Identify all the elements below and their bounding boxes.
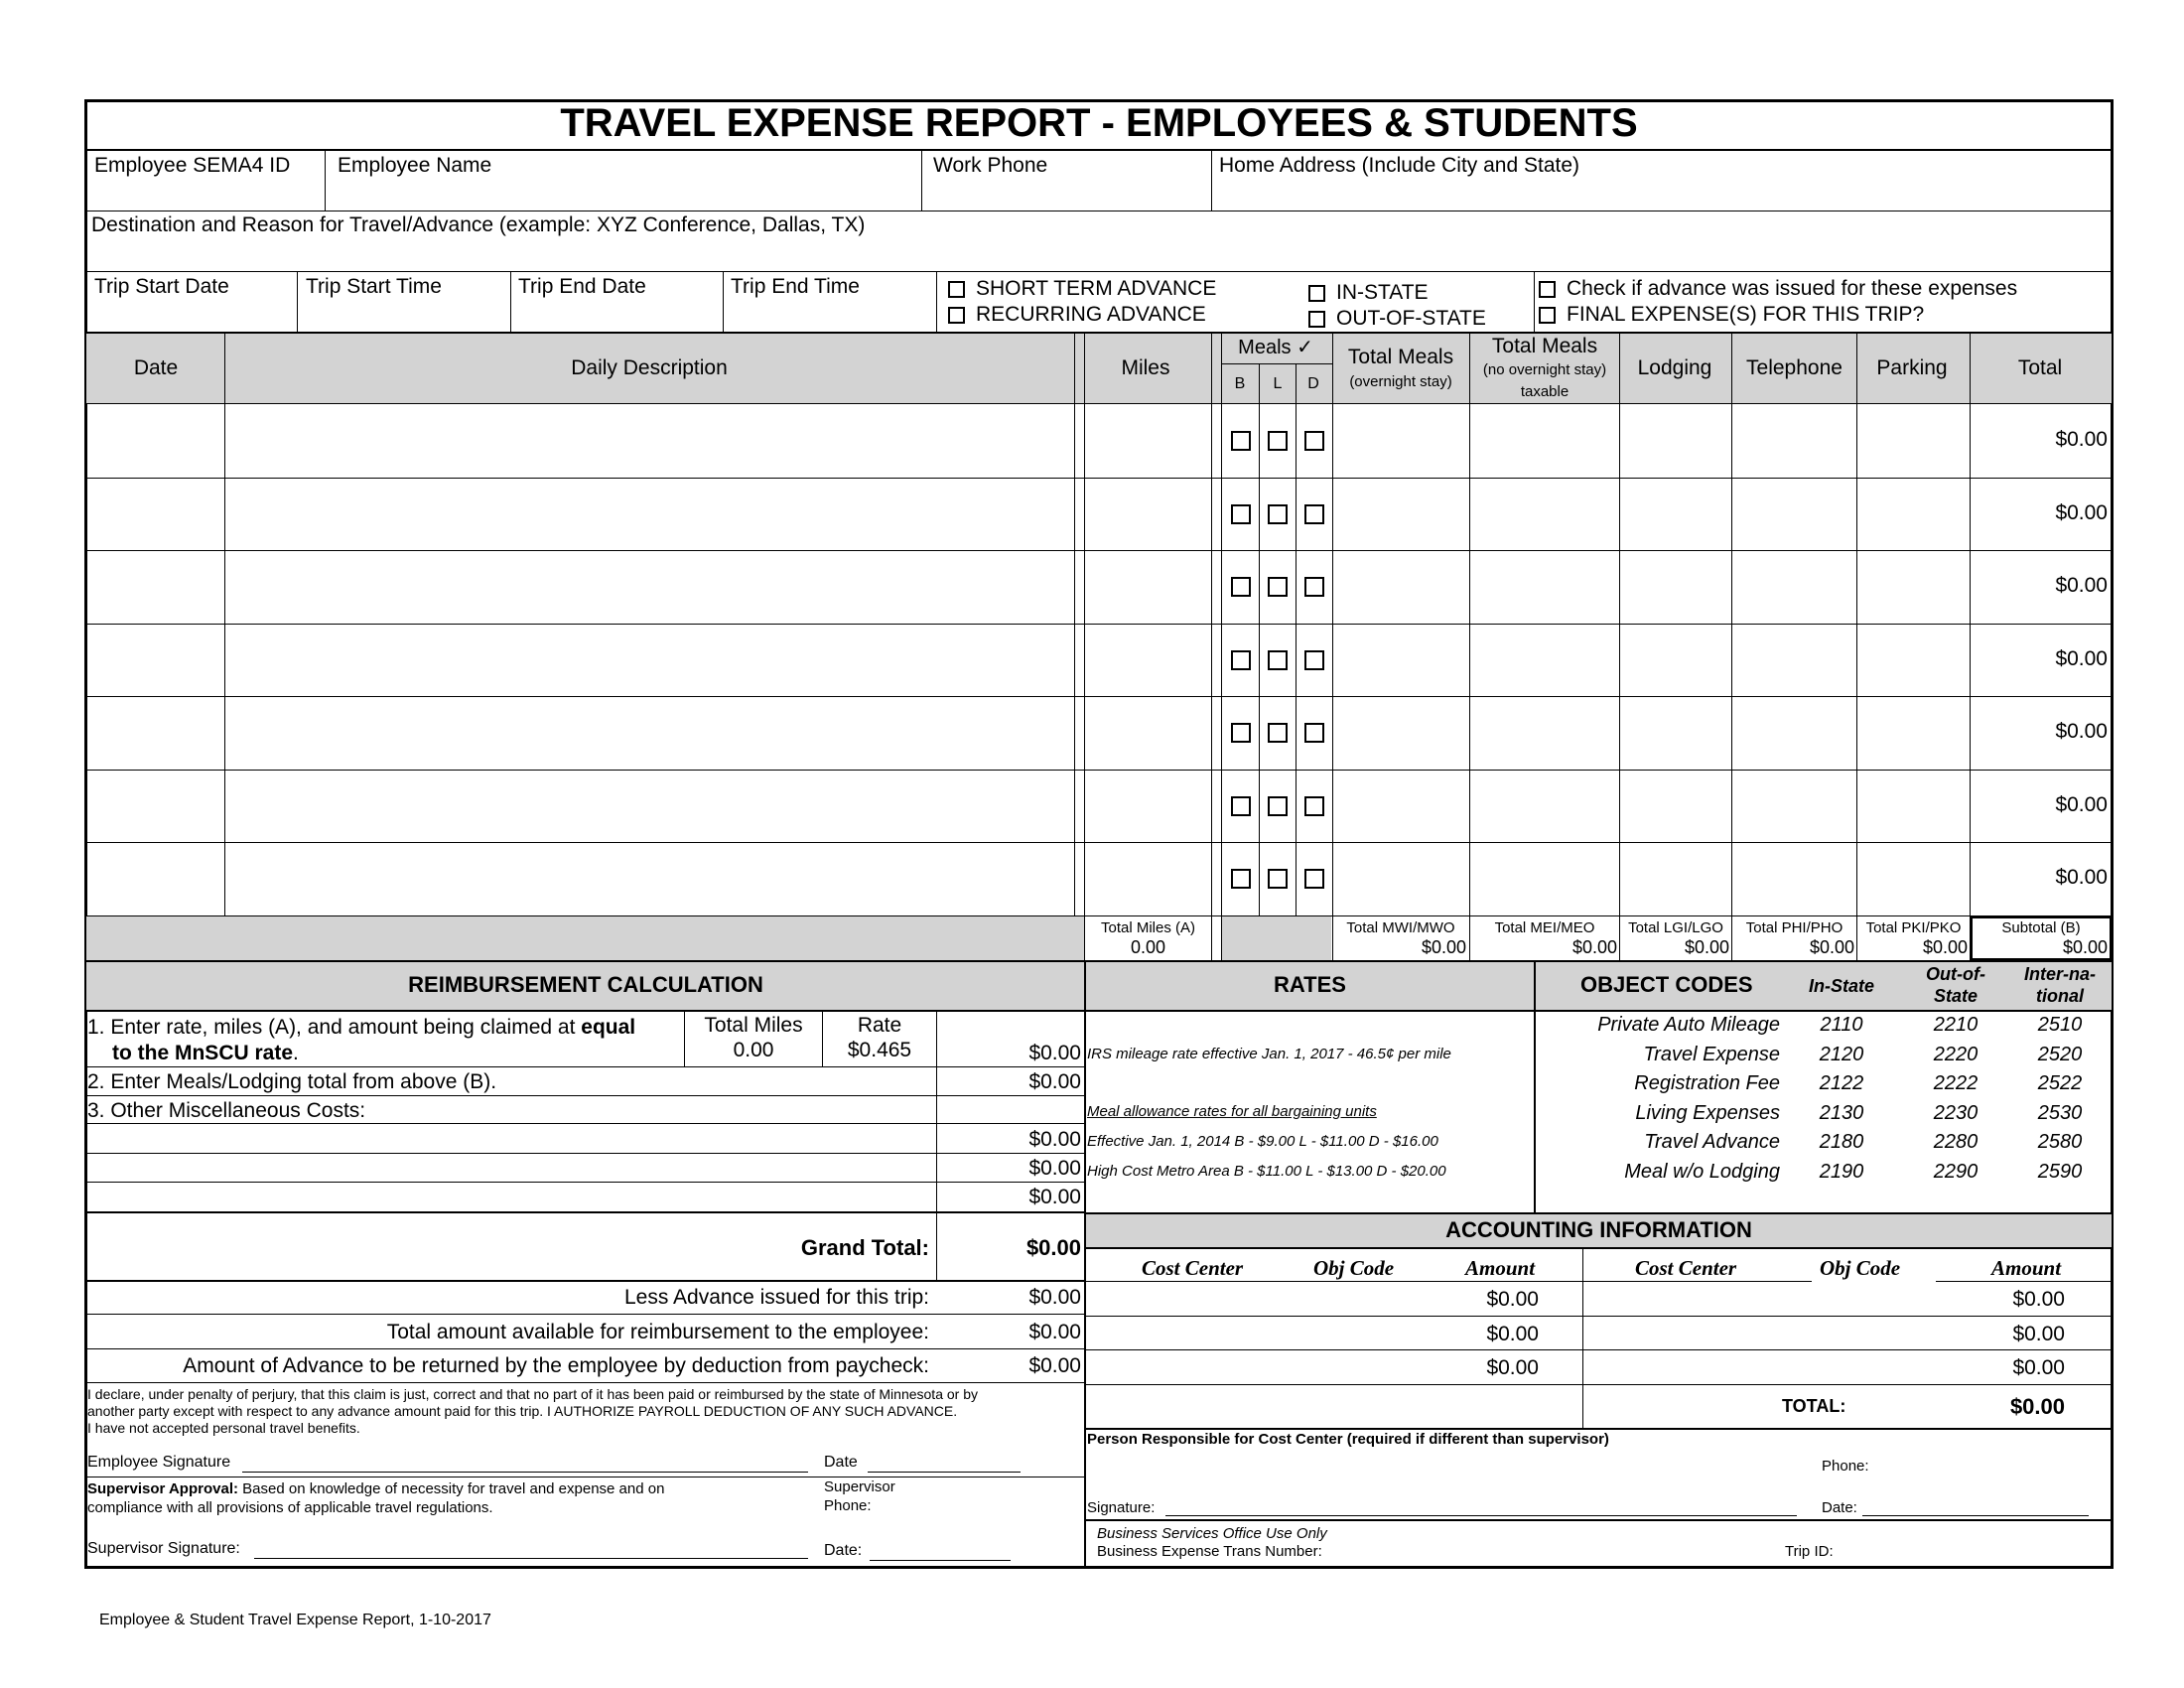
breakfast-checkbox[interactable] <box>1231 796 1251 816</box>
col-taxable: taxable <box>1520 383 1570 400</box>
trip-start-date-field[interactable]: Trip Start Date <box>94 275 229 298</box>
divider <box>86 478 2112 479</box>
employee-date-line[interactable] <box>868 1472 1021 1473</box>
supervisor-signature-label: Supervisor Signature: <box>87 1540 240 1557</box>
row-total: $0.00 <box>2055 866 2108 889</box>
grand-total-value: $0.00 <box>1025 1235 1081 1260</box>
breakfast-checkbox[interactable] <box>1231 869 1251 889</box>
object-code-international: 2522 <box>2037 1072 2083 1094</box>
reimb-line2: 2. Enter Meals/Lodging total from above (B). <box>87 1070 497 1093</box>
misc-amount-1: $0.00 <box>1028 1128 1081 1151</box>
lunch-checkbox[interactable] <box>1268 869 1288 889</box>
divider <box>86 149 2112 151</box>
total-phi-value: $0.00 <box>1809 937 1854 957</box>
total-lgi-value: $0.00 <box>1684 937 1729 957</box>
divider <box>86 1348 1085 1349</box>
object-code-name: Living Expenses <box>1635 1101 1780 1124</box>
divider <box>86 1066 1085 1067</box>
divider <box>86 271 2112 272</box>
trip-end-date-field[interactable]: Trip End Date <box>518 275 646 298</box>
out-of-state-label: OUT-OF-STATE <box>1336 307 1486 330</box>
object-code-international: 2580 <box>2037 1131 2083 1153</box>
lunch-checkbox[interactable] <box>1268 650 1288 670</box>
dinner-checkbox[interactable] <box>1304 504 1324 524</box>
returned-value: $0.00 <box>1028 1354 1081 1377</box>
divider <box>1936 1281 2112 1282</box>
divider <box>723 272 724 332</box>
rate-value[interactable]: $0.465 <box>847 1039 912 1061</box>
row-total: $0.00 <box>2055 428 2108 451</box>
employee-signature-line[interactable] <box>242 1472 808 1473</box>
acct-obj-code-left: Obj Code <box>1313 1256 1395 1280</box>
divider <box>1086 1316 2112 1317</box>
supervisor-phone-label: Phone: <box>824 1497 872 1514</box>
out-of-state-checkbox[interactable] <box>1308 311 1325 328</box>
table-row[interactable] <box>86 550 2112 624</box>
meal-rates-effective: Effective Jan. 1, 2014 B - $9.00 L - $11.00 D - $16.00 <box>1087 1133 1438 1150</box>
trip-end-time-field[interactable]: Trip End Time <box>731 275 860 298</box>
short-term-advance-label: SHORT TERM ADVANCE <box>976 277 1217 300</box>
supervisor-date-line[interactable] <box>870 1560 1011 1561</box>
object-code-name: Travel Advance <box>1644 1131 1780 1153</box>
person-phone-label: Phone: <box>1822 1458 1869 1475</box>
subtotal-value: $0.00 <box>2062 937 2108 957</box>
acct-cost-center-left: Cost Center <box>1142 1256 1244 1280</box>
table-row[interactable] <box>86 404 2112 478</box>
dinner-checkbox[interactable] <box>1304 796 1324 816</box>
total-pki-value: $0.00 <box>1922 937 1968 957</box>
divider <box>1582 1248 1583 1428</box>
object-code-international: 2510 <box>2037 1014 2083 1036</box>
divider <box>86 550 2112 551</box>
object-code-international: 2530 <box>2037 1101 2083 1124</box>
mileage-amount: $0.00 <box>1028 1042 1081 1064</box>
reimb-line3: 3. Other Miscellaneous Costs: <box>87 1099 366 1122</box>
object-code-name: Private Auto Mileage <box>1597 1014 1780 1036</box>
divider <box>1086 1010 1534 1012</box>
acct-left-amount-1[interactable]: $0.00 <box>1486 1288 1539 1311</box>
bet-number-label: Business Expense Trans Number: <box>1097 1543 1322 1560</box>
misc-amount-3: $0.00 <box>1028 1186 1081 1208</box>
divider <box>325 150 326 211</box>
person-date-line[interactable] <box>1862 1515 2089 1516</box>
person-responsible-label: Person Responsible for Cost Center (required if different than supervisor) <box>1087 1431 1609 1448</box>
meal-rates-high-cost: High Cost Metro Area B - $11.00 L - $13.00 D - $20.00 <box>1087 1163 1446 1180</box>
supervisor-date-label: Date: <box>824 1542 863 1559</box>
reimb-line1: 1. Enter rate, miles (A), and amount being claimed at equal <box>87 1016 636 1039</box>
divider <box>86 1280 1085 1282</box>
divider <box>921 150 922 211</box>
trip-id-label: Trip ID: <box>1785 1543 1834 1560</box>
divider <box>1086 1247 2112 1249</box>
recurring-advance-checkbox[interactable] <box>948 307 965 324</box>
total-mei-value: $0.00 <box>1571 937 1617 957</box>
acct-total-label: TOTAL: <box>1782 1396 1846 1416</box>
total-miles-label: Total Miles (A) <box>1100 919 1196 936</box>
supervisor-label: Supervisor <box>824 1478 895 1495</box>
object-code-out-of-state: 2222 <box>1933 1072 1979 1094</box>
reimb-line1-cont: to the MnSCU rate. <box>112 1042 299 1064</box>
table-row[interactable] <box>86 770 2112 843</box>
total-mei-label: Total MEI/MEO <box>1494 919 1595 936</box>
lunch-checkbox[interactable] <box>1268 796 1288 816</box>
divider <box>510 272 511 332</box>
object-code-name: Travel Expense <box>1643 1043 1780 1065</box>
divider <box>1583 1281 1812 1282</box>
divider <box>86 1314 1085 1315</box>
total-pki-label: Total PKI/PKO <box>1865 919 1962 936</box>
footer-text: Employee & Student Travel Expense Report, 1-10-2017 <box>99 1612 491 1628</box>
misc-amount-2: $0.00 <box>1028 1157 1081 1180</box>
divider <box>1534 272 1535 332</box>
row-total: $0.00 <box>2055 720 2108 743</box>
table-row[interactable] <box>86 478 2112 551</box>
total-mwi-value: $0.00 <box>1421 937 1466 957</box>
final-expense-label: FINAL EXPENSE(S) FOR THIS TRIP? <box>1567 303 1925 326</box>
subtotal-label: Subtotal (B) <box>2001 919 2081 936</box>
divider <box>1536 1010 2112 1012</box>
sema4-field[interactable]: Employee SEMA4 ID <box>94 154 291 177</box>
divider <box>1221 363 1332 364</box>
total-miles-value: 0.00 <box>1130 937 1166 957</box>
table-row[interactable] <box>86 696 2112 770</box>
object-code-out-of-state: 2280 <box>1933 1131 1979 1153</box>
employee-date-label: Date <box>824 1454 858 1471</box>
col-total-meals-taxable: Total Meals <box>1491 335 1598 357</box>
row-total: $0.00 <box>2055 574 2108 597</box>
supervisor-approval: Supervisor Approval: Based on knowledge of necessity for travel and expense and on <box>87 1480 665 1497</box>
breakfast-checkbox[interactable] <box>1231 650 1251 670</box>
divider <box>86 770 2112 771</box>
total-miles-value-2: 0.00 <box>733 1039 774 1061</box>
out-of-state-heading-1: Out-of- <box>1926 964 1985 984</box>
bso-label: Business Services Office Use Only <box>1097 1525 1327 1542</box>
meal-allowance-heading: Meal allowance rates for all bargaining units <box>1087 1103 1377 1120</box>
divider <box>1086 1384 2112 1385</box>
breakfast-checkbox[interactable] <box>1231 431 1251 451</box>
declaration-line-1: I declare, under penalty of perjury, that this claim is just, correct and that no part of it has been paid or reimbursed by the state of Minnesota or by <box>87 1386 978 1402</box>
col-parking: Parking <box>1876 356 1948 379</box>
final-expense-checkbox[interactable] <box>1539 307 1556 324</box>
divider <box>86 1153 1085 1154</box>
person-signature-label: Signature: <box>1087 1499 1156 1516</box>
acct-obj-code-right: Obj Code <box>1820 1256 1901 1280</box>
col-date: Date <box>133 356 179 379</box>
breakfast-checkbox[interactable] <box>1231 577 1251 597</box>
advance-issued-checkbox[interactable] <box>1539 281 1556 298</box>
divider <box>86 1382 1085 1383</box>
reimbursement-heading: REIMBURSEMENT CALCULATION <box>408 972 763 997</box>
acct-total-value: $0.00 <box>2009 1394 2065 1419</box>
acct-cost-center-right: Cost Center <box>1635 1256 1737 1280</box>
divider <box>1086 1349 2112 1350</box>
in-state-label: IN-STATE <box>1336 281 1429 304</box>
object-code-in-state: 2190 <box>1819 1160 1864 1183</box>
col-breakfast: B <box>1234 375 1246 392</box>
col-total: Total <box>2017 356 2063 379</box>
less-advance-label: Less Advance issued for this trip: <box>624 1286 929 1309</box>
lunch-checkbox[interactable] <box>1268 504 1288 524</box>
totals-band <box>86 916 1084 960</box>
dinner-checkbox[interactable] <box>1304 723 1324 743</box>
table-row[interactable] <box>86 624 2112 697</box>
object-code-in-state: 2180 <box>1819 1131 1864 1153</box>
meals-lodging-amount: $0.00 <box>1028 1070 1081 1093</box>
divider <box>86 1123 1085 1124</box>
col-telephone: Telephone <box>1746 356 1843 379</box>
object-code-in-state: 2110 <box>1820 1014 1863 1036</box>
advance-issued-label: Check if advance was issued for these expenses <box>1567 277 2018 300</box>
trip-start-time-field[interactable]: Trip Start Time <box>306 275 442 298</box>
dinner-checkbox[interactable] <box>1304 869 1324 889</box>
accounting-heading: ACCOUNTING INFORMATION <box>1445 1217 1752 1242</box>
col-meals: Meals ✓ <box>1238 337 1313 358</box>
lunch-checkbox[interactable] <box>1268 723 1288 743</box>
destination-field[interactable]: Destination and Reason for Travel/Advance (example: XYZ Conference, Dallas, TX) <box>91 213 866 236</box>
table-row[interactable] <box>86 842 2112 915</box>
object-code-international: 2590 <box>2037 1160 2083 1183</box>
person-signature-line[interactable] <box>1165 1515 1797 1516</box>
object-code-name: Registration Fee <box>1634 1072 1780 1094</box>
declaration-line-2: another party except with respect to any advance amount paid for this trip. I AUTHORIZE PAYROLL DEDUCTION OF ANY SUCH ADVANCE. <box>87 1403 958 1419</box>
col-lodging: Lodging <box>1637 356 1712 379</box>
col-miles: Miles <box>1121 356 1170 379</box>
object-code-in-state: 2130 <box>1819 1101 1864 1124</box>
acct-left-amount-3[interactable]: $0.00 <box>1486 1356 1539 1379</box>
total-miles-label-2: Total Miles <box>704 1014 803 1037</box>
in-state-checkbox[interactable] <box>1308 285 1325 302</box>
short-term-advance-checkbox[interactable] <box>948 281 965 298</box>
divider <box>1086 1519 2112 1521</box>
work-phone-field[interactable]: Work Phone <box>933 154 1048 177</box>
row-total: $0.00 <box>2055 792 2108 816</box>
irs-rate-text: IRS mileage rate effective Jan. 1, 2017 - 46.5¢ per mile <box>1087 1046 1451 1062</box>
total-lgi-label: Total LGI/LGO <box>1628 919 1723 936</box>
lunch-checkbox[interactable] <box>1268 431 1288 451</box>
total-mwi-label: Total MWI/MWO <box>1346 919 1455 936</box>
object-code-out-of-state: 2290 <box>1933 1160 1979 1183</box>
dinner-checkbox[interactable] <box>1304 650 1324 670</box>
divider <box>1086 1428 2112 1430</box>
breakfast-checkbox[interactable] <box>1231 723 1251 743</box>
col-dinner: D <box>1307 375 1319 392</box>
returned-label: Amount of Advance to be returned by the employee by deduction from paycheck: <box>183 1354 929 1377</box>
col-no-overnight: (no overnight stay) <box>1482 361 1607 378</box>
col-overnight: (overnight stay) <box>1349 373 1452 390</box>
supervisor-approval-2: compliance with all provisions of applicable travel regulations. <box>87 1499 493 1516</box>
dinner-checkbox[interactable] <box>1304 431 1324 451</box>
international-heading-2: tional <box>2036 986 2084 1006</box>
available-label: Total amount available for reimbursement to the employee: <box>386 1321 929 1343</box>
object-code-international: 2520 <box>2037 1043 2083 1065</box>
rates-heading: RATES <box>1274 972 1346 997</box>
acct-left-amount-2[interactable]: $0.00 <box>1486 1323 1539 1345</box>
available-value: $0.00 <box>1028 1321 1081 1343</box>
col-description: Daily Description <box>571 356 728 379</box>
totals-band-meals <box>1222 916 1331 960</box>
grand-total-label: Grand Total: <box>800 1235 929 1260</box>
acct-right-amount-1[interactable]: $0.00 <box>2012 1288 2065 1311</box>
divider <box>936 272 937 332</box>
divider <box>86 842 2112 843</box>
divider <box>86 915 2112 916</box>
declaration-line-3: I have not accepted personal travel benefits. <box>87 1420 360 1436</box>
divider <box>1211 150 1212 211</box>
person-date-label: Date: <box>1822 1499 1857 1516</box>
divider <box>1086 1281 1582 1282</box>
object-code-name: Meal w/o Lodging <box>1624 1160 1780 1183</box>
lunch-checkbox[interactable] <box>1268 577 1288 597</box>
object-code-out-of-state: 2220 <box>1933 1043 1979 1065</box>
home-address-field[interactable]: Home Address (Include City and State) <box>1219 154 1580 177</box>
dinner-checkbox[interactable] <box>1304 577 1324 597</box>
object-code-in-state: 2122 <box>1819 1072 1864 1094</box>
divider <box>86 1182 1085 1183</box>
recurring-advance-label: RECURRING ADVANCE <box>976 303 1206 326</box>
in-state-heading: In-State <box>1808 976 1874 996</box>
less-advance-value: $0.00 <box>1028 1286 1081 1309</box>
divider <box>86 696 2112 697</box>
total-phi-label: Total PHI/PHO <box>1745 919 1843 936</box>
object-code-out-of-state: 2230 <box>1933 1101 1979 1124</box>
breakfast-checkbox[interactable] <box>1231 504 1251 524</box>
divider <box>86 624 2112 625</box>
row-total: $0.00 <box>2055 500 2108 524</box>
rate-label: Rate <box>857 1014 902 1037</box>
out-of-state-heading-2: State <box>1933 986 1978 1006</box>
divider <box>86 1095 1085 1096</box>
row-total: $0.00 <box>2055 646 2108 670</box>
form-title: TRAVEL EXPENSE REPORT - EMPLOYEES & STUDENTS <box>560 101 1638 145</box>
col-total-meals: Total Meals <box>1347 346 1454 368</box>
employee-signature-label: Employee Signature <box>87 1454 231 1471</box>
divider <box>86 1211 1085 1213</box>
object-codes-heading: OBJECT CODES <box>1580 972 1753 997</box>
acct-right-amount-2[interactable]: $0.00 <box>2012 1323 2065 1345</box>
employee-name-field[interactable]: Employee Name <box>338 154 492 177</box>
acct-amount-left: Amount <box>1465 1256 1536 1280</box>
divider <box>297 272 298 332</box>
acct-right-amount-3[interactable]: $0.00 <box>2012 1356 2065 1379</box>
object-code-in-state: 2120 <box>1819 1043 1864 1065</box>
international-heading-1: Inter-na- <box>2024 964 2096 984</box>
object-code-out-of-state: 2210 <box>1933 1014 1979 1036</box>
supervisor-signature-line[interactable] <box>254 1558 808 1559</box>
col-lunch: L <box>1273 375 1283 392</box>
acct-amount-right: Amount <box>1991 1256 2062 1280</box>
